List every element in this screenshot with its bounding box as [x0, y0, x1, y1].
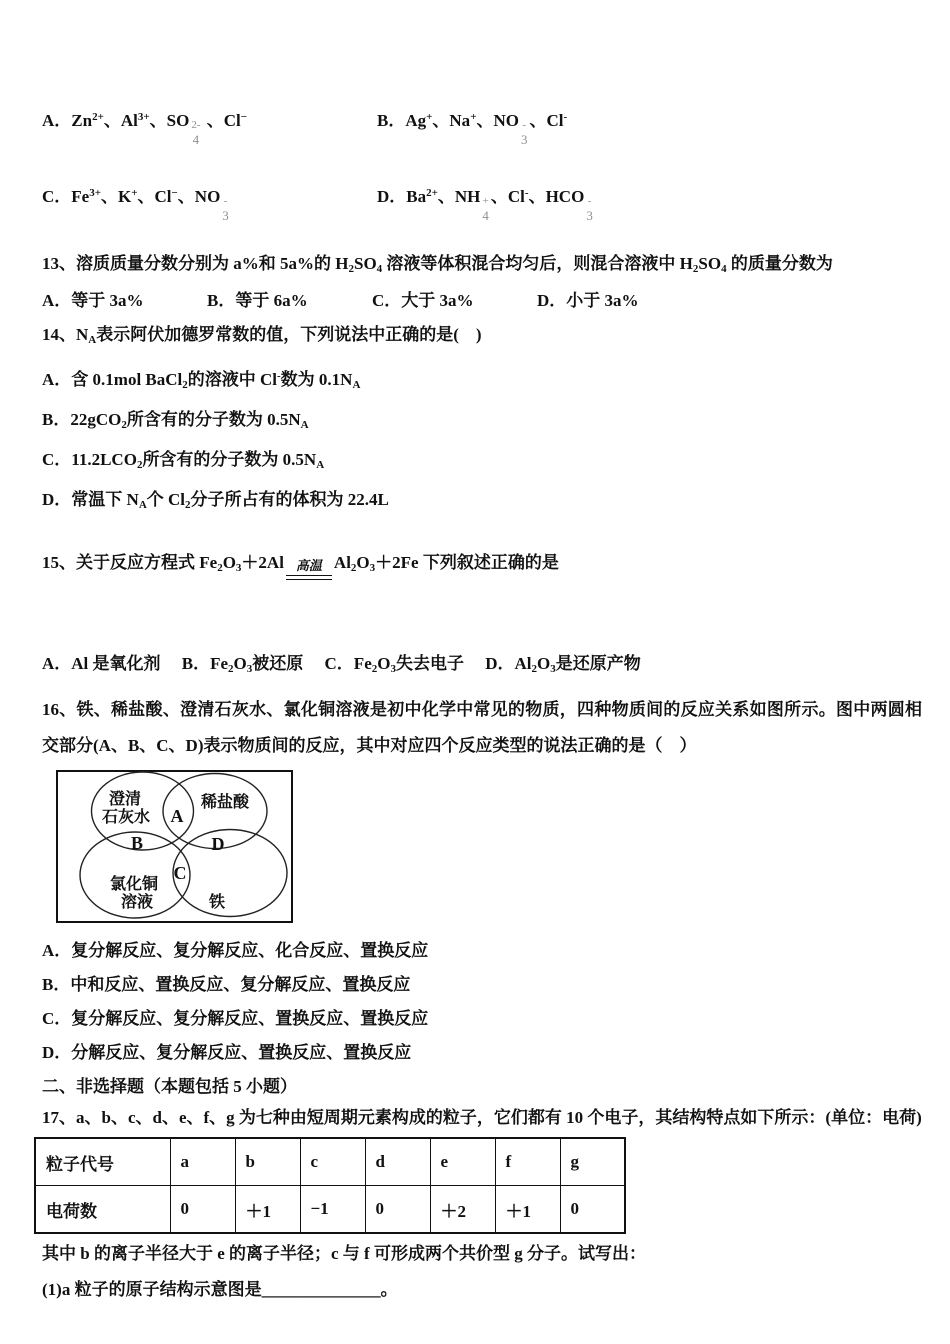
question-12-options-row-2	[42, 182, 922, 222]
venn-label-acid: 稀盐酸	[200, 794, 250, 811]
question-16-option-b: B．中和反应、置换反应、复分解反应、置换反应	[42, 975, 411, 994]
table-cell: c	[300, 1138, 365, 1186]
particle-table-charge-row	[35, 1186, 625, 1234]
table-cell: a	[170, 1138, 235, 1186]
particle-table	[34, 1137, 626, 1234]
question-12-option-b: B．Ag+、Na+、NO - 3 、Cl-	[377, 111, 568, 147]
question-12-options-row-1	[42, 106, 922, 146]
venn-label-intersection-c: C	[173, 863, 187, 883]
question-14-option-d: D．常温下 $N_A$个 $Cl_2$分子所占有的体积为 22.4L	[42, 490, 389, 511]
table-cell: g	[560, 1138, 625, 1186]
question-17-note: 其中 b 的离子半径大于 e 的离子半径；c 与 f 可形成两个共价型 g 分子。试写出：	[42, 1244, 646, 1263]
table-cell: b	[235, 1138, 300, 1186]
question-12-option-a: A．$Zn^{2+}$、$Al^{3+}$、SO 2- 4 、Cl−	[42, 111, 248, 147]
question-13-stem: 13、溶质质量分数分别为 a%和 5a%的 $H_2SO_4$ 溶液等体积混合均匀后，则混合溶液中 $H_2SO_4$ 的质量分数为	[42, 254, 833, 275]
question-13-options	[42, 289, 922, 312]
question-16-stem: 16、铁、稀盐酸、澄清石灰水、氯化铜溶液是初中化学中常见的物质，四种物质间的反应关系如图所示。图中两圆相交部分(A、B、C、D)表示物质间的反应，其中对应四个反应类型的说法正确的是（ ）	[42, 700, 922, 755]
venn-label-limewater-line1: 澄清	[108, 791, 142, 808]
question-14-stem: 14、$N_A$表示阿伏加德罗常数的值，下列说法中正确的是( )	[42, 325, 482, 346]
question-16-option-c: C．复分解反应、复分解反应、置换反应、置换反应	[42, 1009, 429, 1028]
question-14-option-c: C．$11.2LCO_2$所含有的分子数为 $0.5N_A$	[42, 450, 325, 471]
venn-label-intersection-b: B	[130, 833, 144, 853]
table-cell: −1	[300, 1186, 365, 1234]
question-15-stem: 15、关于反应方程式 $Fe_2O_3+2Al$ 高温 $Al_2O_3+2Fe$ 下列叙述正确的是	[42, 551, 922, 580]
venn-label-iron: 铁	[208, 894, 226, 911]
question-15-options: A．Al 是氧化剂 B．$Fe_2O_3$被还原 C．$Fe_2O_3$失去电子 D．$Al_2O_3$是还原产物	[42, 654, 641, 675]
question-14-option-a: A．含 0.1mol BaCl$_2$的溶液中 Cl-数为 $0.1N_A$	[42, 370, 361, 391]
table-cell: ＋1	[235, 1186, 300, 1234]
table-cell: 0	[365, 1186, 430, 1234]
question-17-subquestion-1: (1)a 粒子的原子结构示意图是______________。	[42, 1280, 398, 1299]
section-2-heading: 二、非选择题（本题包括 5 小题）	[42, 1077, 297, 1096]
venn-label-limewater-line2: 石灰水	[101, 809, 151, 826]
question-13-option-a: A．等于 3a%	[42, 291, 144, 310]
venn-label-intersection-a: A	[170, 806, 184, 826]
table-cell: 电荷数	[35, 1186, 170, 1234]
venn-label-cucl2-line2: 溶液	[120, 894, 154, 911]
venn-label-cucl2-line1: 氯化铜	[109, 876, 159, 893]
venn-diagram-figure	[56, 770, 293, 923]
question-13-option-c: C．大于 3a%	[372, 291, 474, 310]
venn-border	[57, 771, 292, 922]
table-cell: ＋2	[430, 1186, 495, 1234]
table-cell: e	[430, 1138, 495, 1186]
question-14-option-b: B．22gCO$_2$所含有的分子数为 $0.5N_A$	[42, 410, 309, 431]
particle-table-header-row	[35, 1138, 625, 1186]
venn-diagram	[56, 770, 293, 923]
question-16-option-a: A．复分解反应、复分解反应、化合反应、置换反应	[42, 941, 429, 960]
table-cell: 0	[170, 1186, 235, 1234]
question-12-option-d: D．$Ba^{2+}$、NH + 4 、Cl-、HCO - 3	[377, 187, 593, 223]
question-13-option-b: B．等于 6a%	[207, 291, 308, 310]
table-cell: ＋1	[495, 1186, 560, 1234]
question-17-stem: 17、a、b、c、d、e、f、g 为七种由短周期元素构成的粒子，它们都有 10 个电子，其结构特点如下所示：(单位：电荷)	[42, 1108, 922, 1127]
table-cell: 粒子代号	[35, 1138, 170, 1186]
venn-label-intersection-d: D	[211, 834, 225, 854]
table-cell: f	[495, 1138, 560, 1186]
table-cell: d	[365, 1138, 430, 1186]
table-cell: 0	[560, 1186, 625, 1234]
question-13-option-d: D．小于 3a%	[537, 291, 639, 310]
question-12-option-c: C．$Fe^{3+}$、K+、Cl−、NO - 3	[42, 187, 229, 223]
question-16-option-d: D．分解反应、复分解反应、置换反应、置换反应	[42, 1043, 412, 1062]
